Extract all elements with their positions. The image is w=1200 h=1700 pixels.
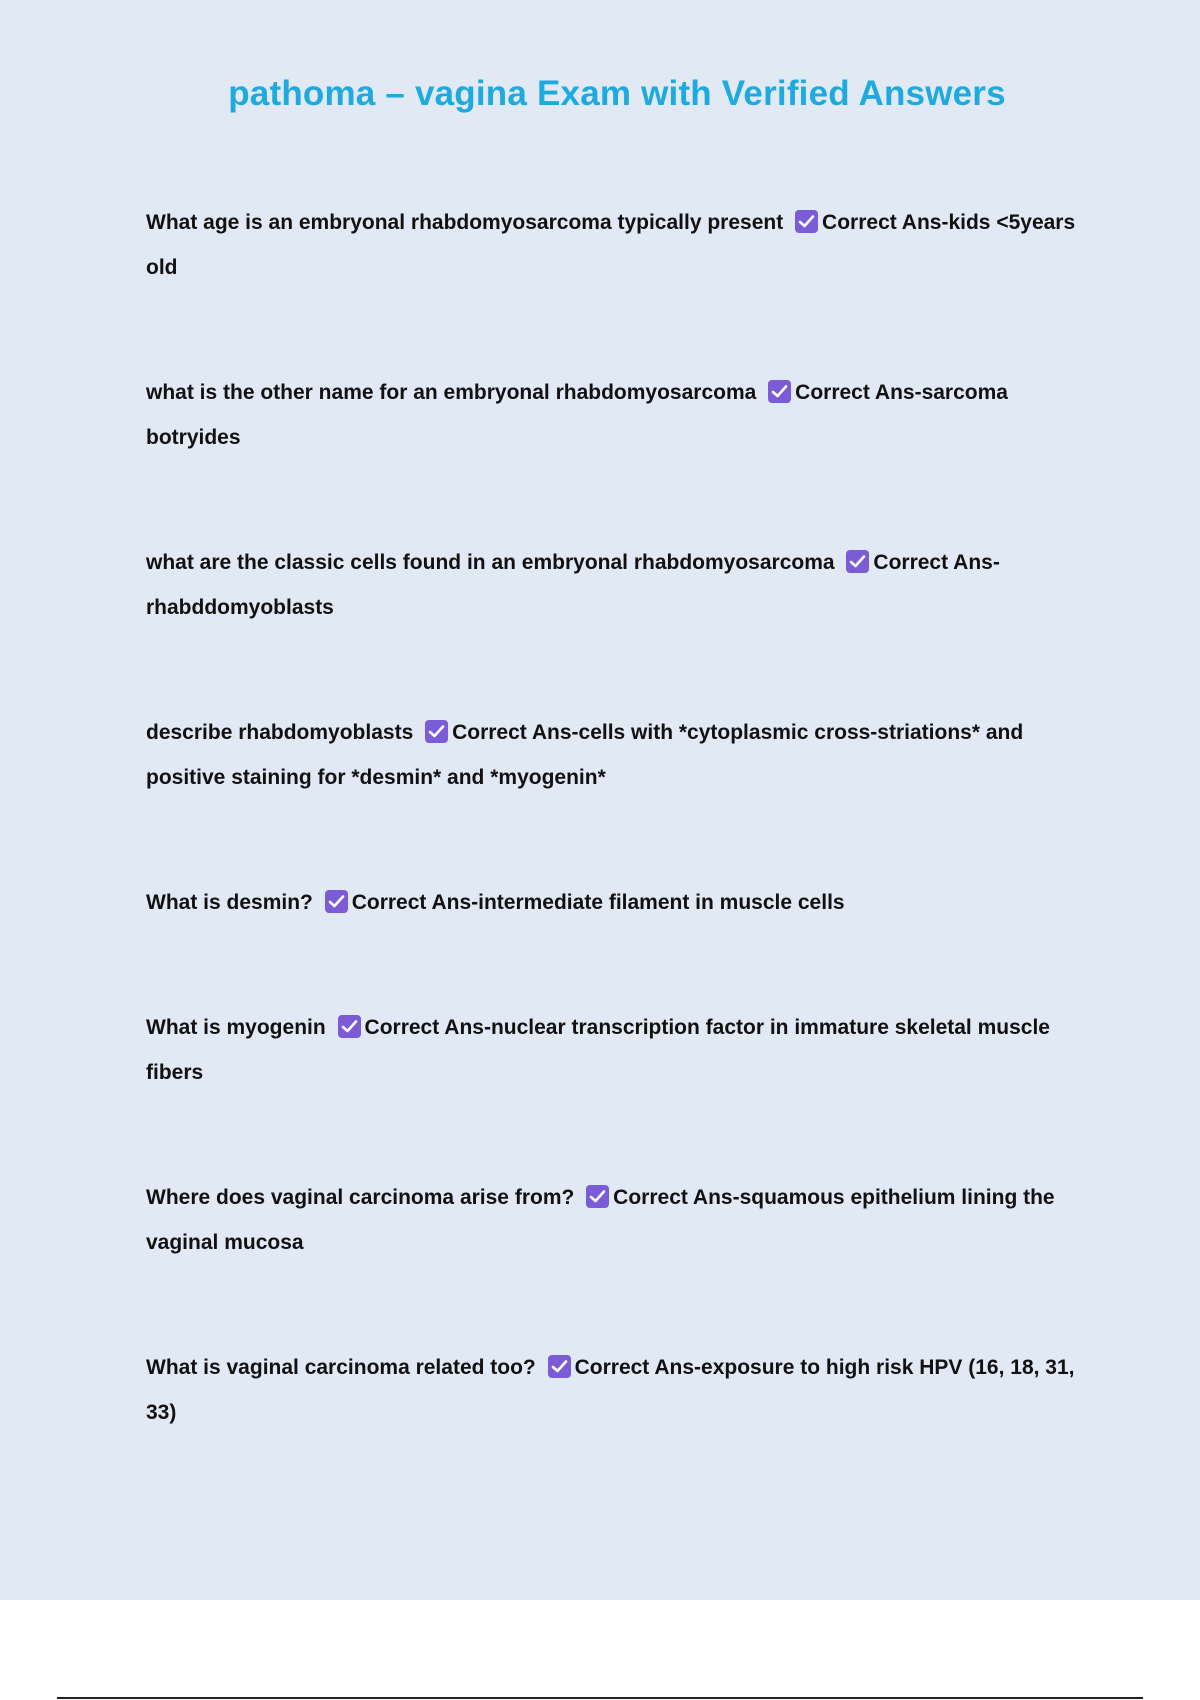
answer-text: squamous epithelium lining the vaginal mucosa — [146, 1186, 1055, 1254]
qa-item — [146, 1345, 1076, 1435]
checkmark-icon — [795, 210, 818, 233]
checkmark-icon — [325, 890, 348, 913]
question-text: What is vaginal carcinoma related too? — [146, 1356, 536, 1379]
checkmark-icon — [846, 550, 869, 573]
qa-item — [146, 540, 1076, 630]
question-text: Where does vaginal carcinoma arise from? — [146, 1186, 575, 1209]
answer-text: intermediate filament in muscle cells — [478, 891, 845, 914]
question-text: what are the classic cells found in an embryonal rhabdomyosarcoma — [146, 551, 835, 574]
qa-item — [146, 200, 1076, 290]
answer-prefix: Correct Ans- — [613, 1186, 740, 1209]
answer-text: exposure to high risk HPV (16, 18, 31, 33) — [146, 1356, 1075, 1424]
qa-item — [146, 1175, 1076, 1265]
answer-prefix: Correct Ans- — [574, 1356, 702, 1379]
answer-text: kids <5years old — [146, 211, 1076, 279]
answer-text: rhabddomyoblasts — [146, 596, 334, 619]
answer-prefix: Correct Ans- — [351, 891, 479, 914]
question-text: what is the other name for an embryonal rhabdomyosarcoma — [146, 381, 757, 404]
qa-item — [146, 880, 1076, 925]
checkmark-icon — [425, 720, 448, 743]
answer-prefix: Correct Ans- — [795, 381, 922, 404]
question-text: What is myogenin — [146, 1016, 326, 1039]
answer-text: nuclear transcription factor in immature skeletal muscle fibers — [146, 1016, 1050, 1084]
question-text: describe rhabdomyoblasts — [146, 721, 414, 744]
qa-item — [146, 370, 1076, 460]
qa-item — [146, 710, 1076, 800]
question-text: What is desmin? — [146, 891, 313, 914]
qa-item — [146, 1005, 1076, 1095]
answer-prefix: Correct Ans- — [873, 551, 1000, 574]
answer-text: cells with *cytoplasmic cross-striations* and positive staining for *desmin* and *myogenin* — [146, 721, 1024, 789]
answer-text: sarcoma botryides — [146, 381, 1008, 449]
footer-divider — [57, 1697, 1143, 1699]
answer-prefix: Correct Ans- — [364, 1016, 491, 1039]
checkmark-icon — [768, 380, 791, 403]
question-text: What age is an embryonal rhabdomyosarcoma typically present — [146, 211, 784, 234]
answer-prefix: Correct Ans- — [452, 721, 579, 744]
checkmark-icon — [548, 1355, 571, 1378]
document-title: pathoma – vagina Exam with Verified Answers — [228, 74, 1006, 113]
checkmark-icon — [586, 1185, 609, 1208]
checkmark-icon — [338, 1015, 361, 1038]
answer-prefix: Correct Ans- — [822, 211, 949, 234]
